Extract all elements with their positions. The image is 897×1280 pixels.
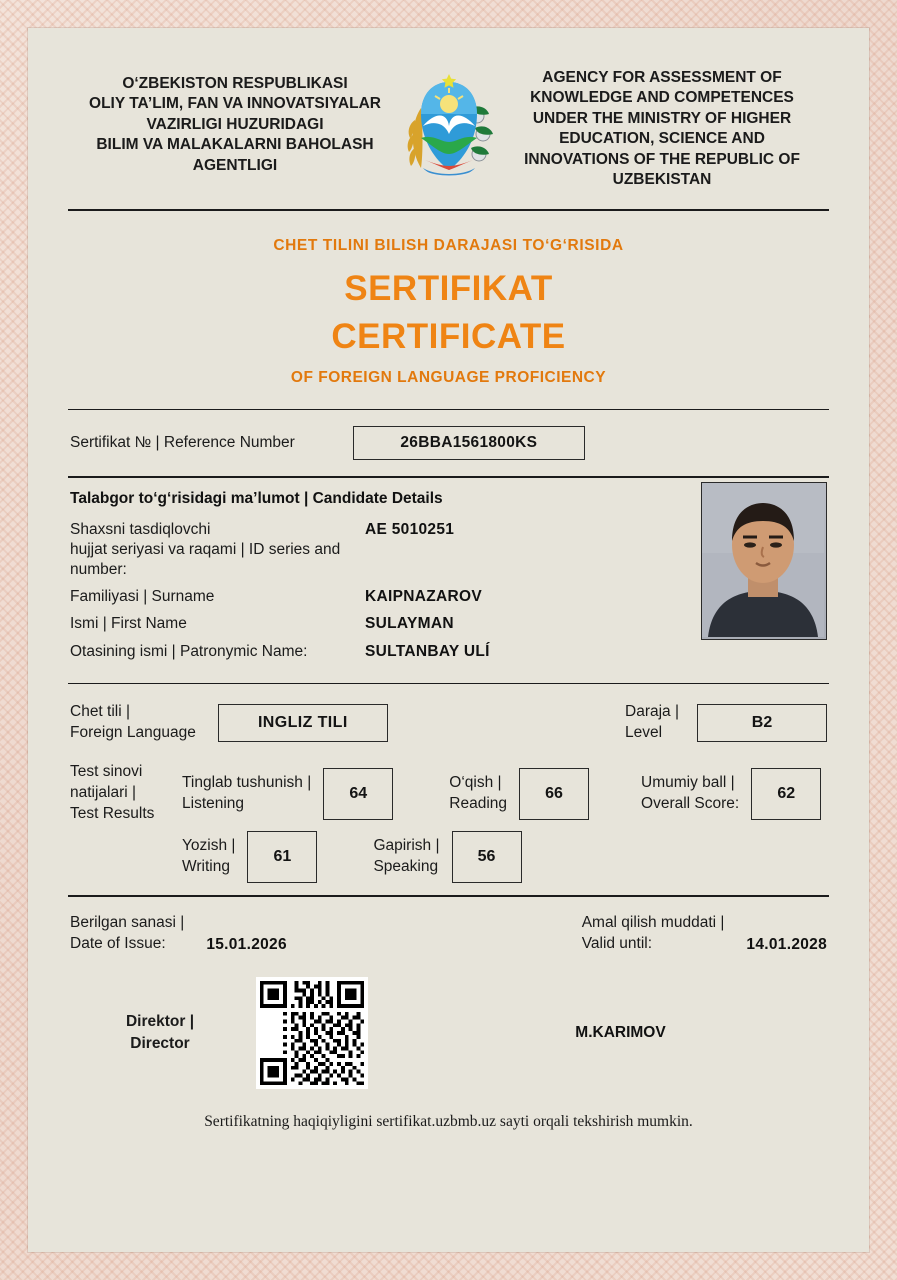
test-results-label-line2: natijalari |: [70, 784, 137, 802]
candidate-firstname-label: Ismi | First Name: [70, 615, 187, 633]
valid-until-label-line2: Valid until:: [581, 934, 653, 952]
test-results-label-line3: Test Results: [70, 805, 155, 823]
signature-row: [28, 961, 869, 1095]
issue-date-label-line2: Date of Issue:: [70, 934, 166, 952]
score-speaking-label-line2: Speaking: [373, 858, 439, 876]
level-label-line2: Level: [625, 724, 663, 742]
header-en-line-6: UZBEKISTAN: [612, 171, 712, 189]
test-results-label: [70, 762, 182, 825]
candidate-section: [28, 478, 869, 684]
score-overall: [641, 768, 821, 820]
reference-row: [28, 410, 869, 476]
verification-note: Sertifikatning haqiqiyligini sertifikat.uzbmb.uz sayti orqali tekshirish mumkin.: [204, 1112, 693, 1130]
score-reading: [449, 768, 589, 820]
score-reading-label-line2: Reading: [449, 794, 508, 812]
candidate-surname-label: Familiyasi | Surname: [70, 587, 215, 605]
valid-until-label-line1: Amal qilish muddati |: [581, 913, 725, 931]
header-en-line-5: INNOVATIONS OF THE REPUBLIC OF: [524, 150, 800, 168]
language-value: INGLIZ TILI: [218, 704, 388, 742]
valid-until-value: 14.01.2028: [746, 935, 827, 953]
header-uz-line-2: OLIY TA’LIM, FAN VA INNOVATSIYALAR: [89, 95, 381, 113]
score-listening-value: 64: [323, 768, 393, 820]
language-label-line2: Foreign Language: [70, 724, 196, 742]
score-listening-label-line2: Listening: [182, 794, 245, 812]
test-results-label-line1: Test sinovi: [70, 763, 143, 781]
header-text-en: [497, 66, 827, 191]
candidate-section-title: Talabgor to‘g‘risidagi ma’lumot | Candidate Details: [70, 489, 443, 507]
state-emblem-icon: [401, 68, 497, 188]
test-results-row-2: [70, 831, 827, 883]
issue-date-label-line1: Berilgan sanasi |: [70, 913, 185, 931]
header-text-uz: [70, 66, 400, 176]
director-label-line2: Director: [130, 1034, 190, 1052]
score-overall-label-line2: Overall Score:: [641, 794, 740, 812]
director-label-line1: Direktor |: [125, 1012, 195, 1030]
score-overall-label-line1: Umumiy ball |: [641, 773, 735, 791]
header-en-line-3: UNDER THE MINISTRY OF HIGHER: [532, 109, 792, 127]
candidate-patronymic-value: SULTANBAY ULÍ: [365, 642, 490, 660]
header-uz-line-3: VAZIRLIGI HUZURIDAGI: [146, 115, 324, 133]
issue-date-value: 15.01.2026: [206, 935, 287, 953]
score-reading-label-line1: O‘qish |: [449, 773, 502, 791]
candidate-patronymic-label: Otasining ismi | Patronymic Name:: [70, 642, 308, 660]
test-results-row-1: [70, 762, 827, 825]
title-subtitle-uz: CHET TILINI BILISH DARAJASI TO‘G‘RISIDA: [273, 236, 624, 254]
language-row: [28, 684, 869, 752]
score-writing-label-line1: Yozish |: [182, 837, 236, 855]
candidate-row-patronymic: [70, 642, 827, 662]
score-listening: [182, 768, 393, 820]
score-overall-label: [641, 773, 739, 815]
score-speaking-label: [373, 836, 439, 878]
issue-date-label: [70, 913, 184, 955]
language-label-line1: Chet tili |: [70, 703, 131, 721]
score-speaking: [373, 831, 521, 883]
certificate-header: [28, 28, 869, 191]
score-speaking-value: 56: [452, 831, 522, 883]
title-main-uz: SERTIFIKAT: [344, 268, 553, 308]
qr-code-icon[interactable]: [250, 971, 374, 1095]
valid-until-label: [582, 913, 725, 955]
candidate-id-label-line2: hujjat seriyasi va raqami | ID series and number:: [70, 540, 341, 578]
score-reading-label: [449, 773, 507, 815]
header-uz-line-5: AGENTLIGI: [192, 156, 278, 174]
issue-date-group: [70, 913, 287, 955]
score-speaking-label-line1: Gapirish |: [373, 837, 440, 855]
header-en-line-4: EDUCATION, SCIENCE AND: [559, 130, 765, 148]
reference-label: Sertifikat № | Reference Number: [70, 434, 295, 452]
score-writing: [182, 831, 317, 883]
title-main-en: CERTIFICATE: [331, 316, 566, 356]
certificate-body: [28, 28, 869, 1252]
score-writing-label: [182, 836, 235, 878]
score-overall-value: 62: [751, 768, 821, 820]
header-en-line-1: AGENCY FOR ASSESSMENT OF: [542, 69, 782, 86]
reference-number-value: 26BBA1561800KS: [353, 426, 585, 460]
title-block: [28, 211, 869, 409]
header-en-line-2: KNOWLEDGE AND COMPETENCES: [530, 89, 794, 107]
score-listening-label: [182, 773, 311, 815]
candidate-surname-value: KAIPNAZAROV: [365, 587, 482, 605]
level-value: B2: [697, 704, 827, 742]
title-subtitle-en: OF FOREIGN LANGUAGE PROFICIENCY: [290, 368, 607, 386]
score-reading-value: 66: [519, 768, 589, 820]
score-writing-label-line2: Writing: [182, 858, 230, 876]
score-listening-label-line1: Tinglab tushunish |: [182, 773, 312, 791]
header-uz-line-1: O‘ZBEKISTON RESPUBLIKASI: [122, 75, 348, 92]
valid-until-group: [582, 913, 827, 955]
dates-row: [28, 897, 869, 961]
dates-spacer: [287, 913, 582, 955]
header-uz-line-4: BILIM VA MALAKALARNI BAHOLASH: [96, 136, 374, 154]
score-writing-value: 61: [247, 831, 317, 883]
test-results-section: [28, 752, 869, 895]
candidate-id-label: [70, 520, 365, 580]
candidate-photo: [701, 482, 827, 640]
language-label: [70, 702, 196, 744]
director-name: M.KARIMOV: [575, 1023, 666, 1041]
director-label: [70, 1011, 250, 1054]
candidate-id-value: AE 5010251: [365, 520, 455, 538]
level-label-line1: Daraja |: [625, 703, 679, 721]
candidate-id-label-line1: Shaxsni tasdiqlovchi: [70, 520, 211, 538]
level-label: [625, 702, 679, 744]
candidate-firstname-value: SULAYMAN: [365, 615, 454, 633]
